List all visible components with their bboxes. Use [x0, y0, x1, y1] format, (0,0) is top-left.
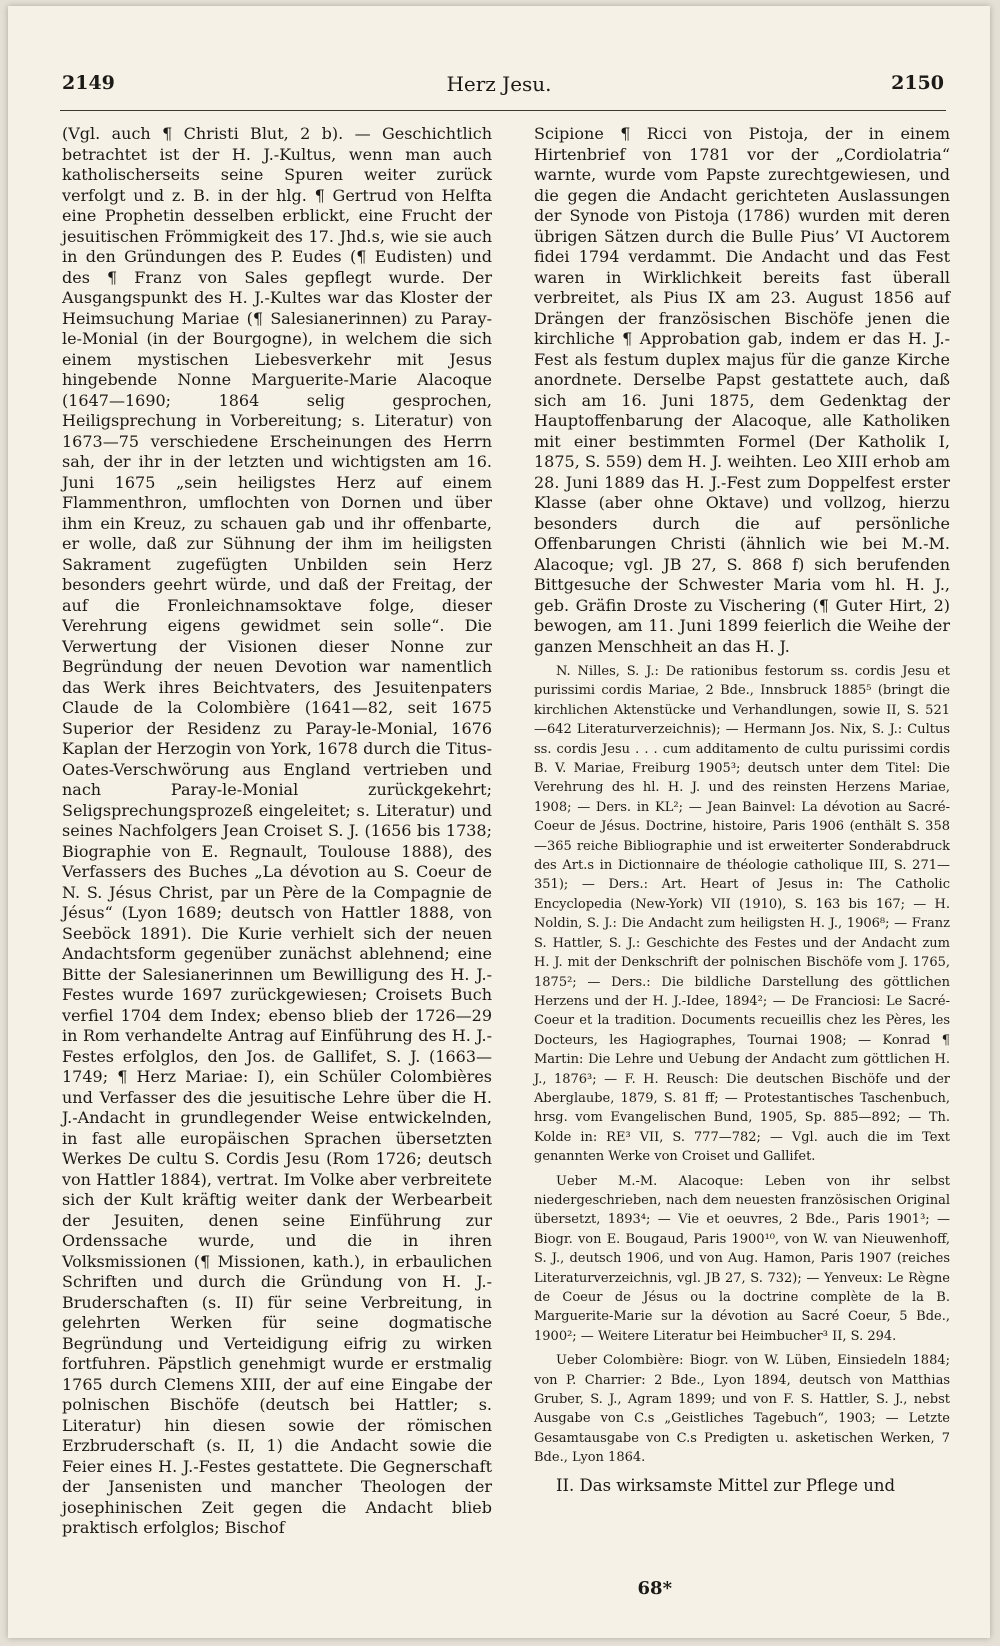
literature-paragraph-3: Ueber Colombière: Biogr. von W. Lüben, Einsiedeln 1884; von P. Charrier: 2 Bde., Lyon 1894, deutsch von Matthias Gruber, S. J., Agram 1899; und von F. S. Hattler, S. J., nebst Ausgabe von C.s „Geistliches Tagebuch“, 1903; — Letzte Gesamtausgabe von C.s Predigten u. asketischen Werken, 7 Bde., Lyon 1864. [534, 1353, 950, 1466]
right-column-text: Scipione ¶ Ricci von Pistoja, der in einem Hirtenbrief von 1781 vor der „Cordiolatria“ warnte, wurde vom Papste zurechtgewiesen, und die gegen die Andacht gerichteten Auslassungen der Synode von Pistoja (1786) wurden mit deren übrigen Sätzen durch die Bulle Pius’ VI Auctorem fidei 1794 verdammt. Die Andacht und das Fest waren in Wirklichkeit bereits fast überall verbreitet, als Pius IX am 23. August 1856 auf Drängen der französischen Bischöfe jenen die kirchliche ¶ Approbation gab, indem er das H. J.-Fest als festum duplex majus für die ganze Kirche anordnete. Derselbe Papst gestattete auch, daß sich am 16. Juni 1875, dem Gedenktag der Hauptoffenbarung der Alacoque, alle Katholiken mit einer bestimmten Formel (Der Katholik I, 1875, S. 559) dem H. J. weihten. Leo XIII erhob am 28. Juni 1889 das H. J.-Fest zum Doppelfest erster Klasse (aber ohne Oktave) und vollzog, hierzu besonders durch die auf persönliche Offenbarungen Christi (ähnlich wie bei M.-M. Alacoque; vgl. JB 27, S. 868 f) sich berufenden Bittgesuche der Schwester Maria vom hl. H. J., geb. Gräfin Droste zu Vischering (¶ Guter Hirt, 2) bewogen, am 11. Juni 1899 feierlich die Weihe der ganzen Menschheit an das H. J. [534, 124, 950, 656]
right-column [534, 124, 950, 1496]
page-number-left: 2149 [62, 72, 115, 94]
book-page [8, 6, 990, 1638]
section-heading: II. Das wirksamste Mittel zur Pflege und [556, 1475, 896, 1495]
page-number-right: 2150 [891, 72, 944, 94]
header-rule [60, 110, 946, 111]
literature-paragraph-1: N. Nilles, S. J.: De rationibus festorum ss. cordis Jesu et purissimi cordis Mariae, 2 Bde., Innsbruck 1885⁵ (bringt die kirchlichen Aktenstücke und Verhandlungen, sowie II, S. 521—642 Literaturverzeichnis); — Hermann Jos. Nix, S. J.: Cultus ss. cordis Jesu . . . cum additamento de cultu purissimi cordis B. V. Mariae, Freiburg 1905³; deutsch unter dem Titel: Die Verehrung des hl. H. J. und des reinsten Herzens Mariae, 1908; — Ders. in KL²; — Jean Bainvel: La dévotion au Sacré-Coeur de Jésus. Doctrine, histoire, Paris 1906 (enthält S. 358—365 reiche Bibliographie und ist erweiterter Sonderabdruck des Art.s in Dictionnaire de théologie catholique III, S. 271—351); — Ders.: Art. Heart of Jesus in: The Catholic Encyclopedia (New-York) VII (1910), S. 163 bis 167; — H. Noldin, S. J.: Die Andacht zum heiligsten H. J., 1906⁸; — Franz S. Hattler, S. J.: Geschichte des Festes und der Andacht zum H. J. mit der Denkschrift der polnischen Bischöfe vom J. 1765, 1875²; — Ders.: Die bildliche Darstellung des göttlichen Herzens und der H. J.-Idee, 1894²; — De Franciosi: Le Sacré-Coeur et la tradition. Documents recueillis chez les Pères, les Docteurs, les Hagiographes, Tournai 1908; — Konrad ¶ Martin: Die Lehre und Uebung der Andacht zum göttlichen H. J., 1876³; — F. H. Reusch: Die deutschen Bischöfe und der Aberglaube, 1879, S. 81 ff; — Protestantisches Taschenbuch, hrsg. vom Evangelischen Bund, 1905, Sp. 885—892; — Th. Kolde in: RE³ VII, S. 777—782; — Vgl. auch die im Text genannten Werke von Croiset und Gallifet. [534, 664, 950, 1165]
literature-paragraph-2: Ueber M.-M. Alacoque: Leben von ihr selbst niedergeschrieben, nach dem neuesten französischen Original übersetzt, 1893⁴; — Vie et oeuvres, 2 Bde., Paris 1901³; — Biogr. von E. Bougaud, Paris 1900¹⁰, von W. van Nieuwenhoff, S. J., deutsch 1906, und von Aug. Hamon, Paris 1907 (reiches Literaturverzeichnis, vgl. JB 27, S. 732); — Yenveux: Le Règne de Coeur de Jésus ou la doctrine complète de la B. Marguerite-Marie sur la dévotion au Sacré Coeur, 5 Bde., 1900²; — Weitere Literatur bei Heimbucher³ II, S. 294. [534, 1173, 950, 1344]
signature-mark: 68* [637, 1578, 672, 1599]
running-title: Herz Jesu. [446, 72, 552, 96]
left-column [62, 124, 492, 1539]
left-column-text: (Vgl. auch ¶ Christi Blut, 2 b). — Geschichtlich betrachtet ist der H. J.-Kultus, wenn man auch katholischerseits seine Spuren weiter zurück verfolgt und z. B. in der hlg. ¶ Gertrud von Helfta eine Prophetin desselben erblickt, eine Frucht der jesuitischen Frömmigkeit des 17. Jhd.s, wie sie auch in den Gründungen des P. Eudes (¶ Eudisten) und des ¶ Franz von Sales gepflegt wurde. Der Ausgangspunkt des H. J.-Kultes war das Kloster der Heimsuchung Mariae (¶ Salesianerinnen) zu Paray-le-Monial (in der Bourgogne), in welchem die sich einem mystischen Liebesverkehr mit Jesus hingebende Nonne Marguerite-Marie Alacoque (1647—1690; 1864 selig gesprochen, Heiligsprechung in Vorbereitung; s. Literatur) von 1673—75 verschiedene Erscheinungen des Herrn sah, der ihr in der letzten und wichtigsten am 16. Juni 1675 „sein heiligstes Herz auf einem Flammenthron, umflochten von Dornen und über ihm ein Kreuz, zu schauen gab und ihr offenbarte, er wolle, daß zur Sühnung der ihm im heiligsten Sakrament zugefügten Unbilden sein Herz besonders geehrt würde, und daß der Freitag, der auf die Fronleichnamsoktave folge, dieser Verehrung eigens gewidmet sein solle“. Die Verwertung der Visionen dieser Nonne zur Begründung der neuen Devotion war namentlich das Werk ihres Beichtvaters, des Jesuitenpaters Claude de la Colombière (1641—82, seit 1675 Superior der Residenz zu Paray-le-Monial, 1676 Kaplan der Herzogin von York, 1678 durch die Titus-Oates-Verschwörung aus England vertrieben und nach Paray-le-Monial zurückgekehrt; Seligsprechungsprozeß eingeleitet; s. Literatur) und seines Nachfolgers Jean Croiset S. J. (1656 bis 1738; Biographie von E. Regnault, Toulouse 1888), des Verfassers des Buches „La dévotion au S. Coeur de N. S. Jésus Christ, par un Père de la Compagnie de Jésus“ (Lyon 1689; deutsch von Hattler 1888, von Seeböck 1891). Die Kurie verhielt sich der neuen Andachtsform gegenüber zunächst ablehnend; eine Bitte der Salesianerinnen um Bewilligung des H. J.-Festes wurde 1697 zurückgewiesen; Croisets Buch verfiel 1704 dem Index; ebenso blieb der 1726—29 in Rom verhandelte Antrag auf Einführung des H. J.-Festes erfolglos, den Jos. de Gallifet, S. J. (1663—1749; ¶ Herz Mariae: I), ein Schüler Colombières und Verfasser des die jesuitische Lehre über die H. J.-Andacht in grundlegender Weise entwickelnden, in fast alle europäischen Sprachen übersetzten Werkes De cultu S. Cordis Jesu (Rom 1726; deutsch von Hattler 1884), vertrat. Im Volke aber verbreitete sich der Kult kräftig weiter dank der Werbearbeit der Jesuiten, denen seine Einführung zur Ordenssache wurde, und die in ihren Volksmissionen (¶ Missionen, kath.), in erbaulichen Schriften und durch die Gründung von H. J.-Bruderschaften (s. II) für seine Verbreitung, in gelehrten Werken für seine dogmatische Begründung und Verteidigung eifrig zu wirken fortfuhren. Päpstlich genehmigt wurde er erstmalig 1765 durch Clemens XIII, der auf eine Eingabe der polnischen Bischöfe (deutsch bei Hattler; s. Literatur) hin diesen sowie der römischen Erzbruderschaft (s. II, 1) die Andacht sowie die Feier eines H. J.-Festes gestattete. Die Gegnerschaft der Jansenisten und mancher Theologen der josephinischen Zeit gegen die Andacht blieb praktisch erfolglos; Bischof [62, 124, 492, 1537]
